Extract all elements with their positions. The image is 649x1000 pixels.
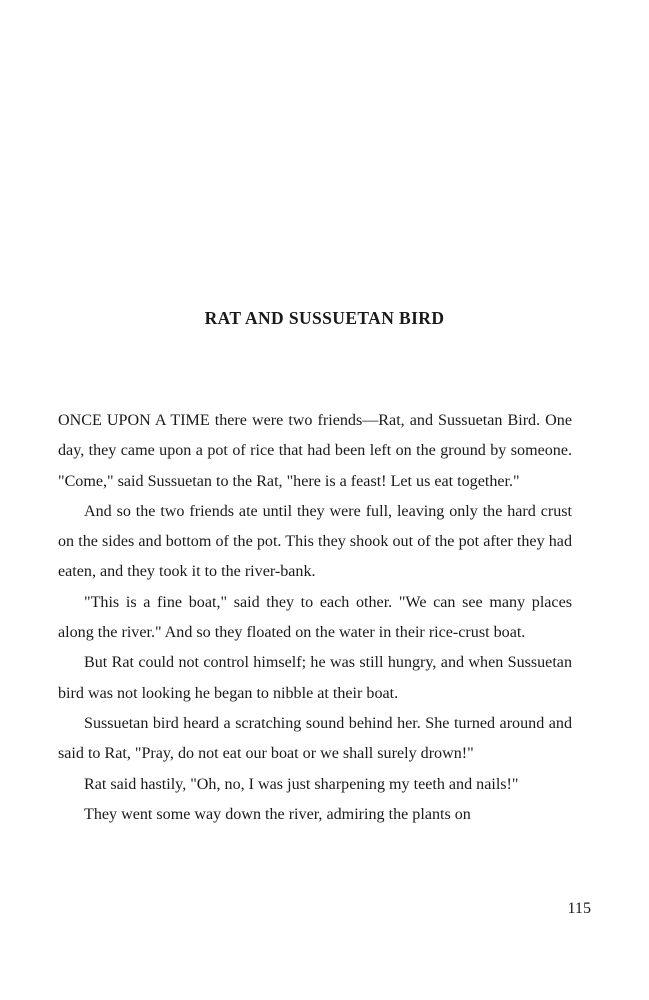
paragraph: They went some way down the river, admiring the plants on (84, 805, 471, 823)
page-title: RAT AND SUSSUETAN BIRD (204, 307, 445, 328)
paragraph: ONCE UPON A TIME there were two friends—Rat, and Sussuetan Bird. One day, they came upon a pot of rice that had been left on the ground by someone. "Come," said Sussuetan to the Rat, "here is a feast! Let us eat together." (58, 412, 572, 490)
paragraph: And so the two friends ate until they were full, leaving only the hard crust on the sides and bottom of the pot. This they shook out of the pot after they had eaten, and they took it to the river-bank. (58, 502, 572, 581)
page-number: 115 (567, 900, 591, 917)
body-text (58, 406, 572, 830)
paragraph: "This is a fine boat," said they to each other. "We can see many places along the river." And so they floated on the water in their rice-crust boat. (58, 593, 572, 642)
paragraph: But Rat could not control himself; he was still hungry, and when Sussuetan bird was not looking he began to nibble at their boat. (58, 654, 572, 702)
paragraph: Sussuetan bird heard a scratching sound behind her. She turned around and said to Rat, "Pray, do not eat our boat or we shall surely drown!" (58, 714, 572, 763)
paragraph: Rat said hastily, "Oh, no, I was just sharpening my teeth and nails!" (84, 775, 519, 793)
